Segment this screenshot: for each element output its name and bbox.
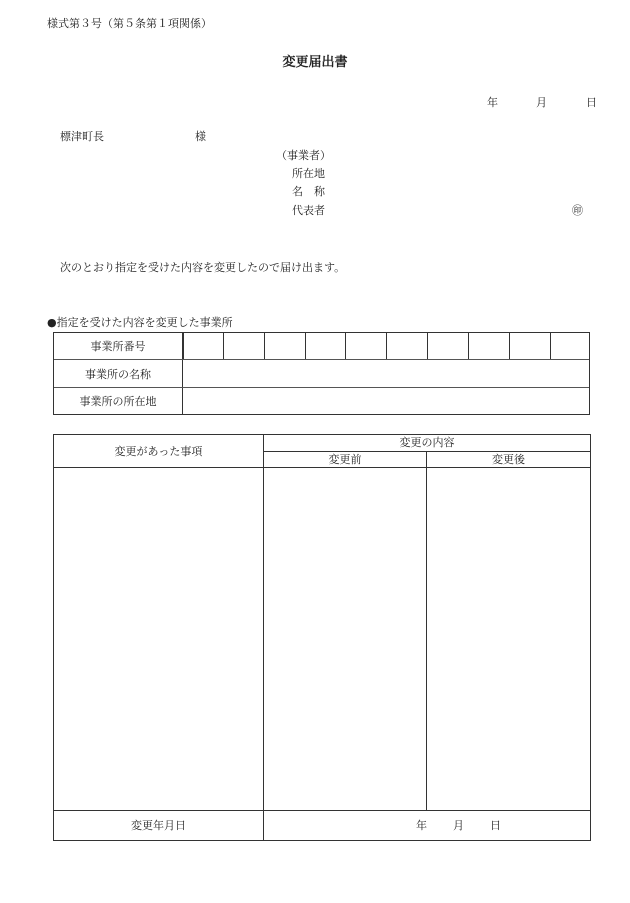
office-name-field[interactable] bbox=[183, 360, 589, 387]
addressee: 標津町長 bbox=[60, 130, 104, 143]
digit-cell[interactable] bbox=[223, 333, 264, 359]
item-field[interactable] bbox=[54, 468, 263, 810]
digit-cell[interactable] bbox=[345, 333, 386, 359]
filer-representative-label: 代表者 bbox=[292, 204, 325, 217]
filer-label: （事業者） bbox=[276, 149, 331, 162]
office-table bbox=[53, 332, 590, 415]
after-header: 変更後 bbox=[492, 453, 525, 466]
seal-mark: ㊞ bbox=[572, 204, 583, 217]
change-table bbox=[53, 434, 591, 841]
date-month-label: 月 bbox=[536, 96, 547, 109]
change-date-day: 日 bbox=[490, 819, 501, 832]
digit-cell[interactable] bbox=[386, 333, 427, 359]
office-address-row bbox=[54, 388, 589, 414]
document-title: 変更届出書 bbox=[282, 55, 348, 70]
form-number: 様式第３号（第５条第１項関係） bbox=[47, 17, 212, 30]
digit-cell[interactable] bbox=[264, 333, 305, 359]
digit-cell[interactable] bbox=[550, 333, 589, 359]
date-day-label: 日 bbox=[586, 96, 597, 109]
change-date-month: 月 bbox=[453, 819, 464, 832]
office-address-field[interactable] bbox=[183, 388, 589, 414]
digit-cell[interactable] bbox=[305, 333, 346, 359]
digit-cell[interactable] bbox=[183, 333, 224, 359]
row-divider bbox=[54, 810, 590, 811]
filer-name-label: 名 称 bbox=[292, 185, 325, 198]
before-field[interactable] bbox=[264, 468, 426, 810]
digit-cell[interactable] bbox=[468, 333, 509, 359]
filer-address-label: 所在地 bbox=[292, 167, 325, 180]
office-number-row bbox=[54, 333, 589, 360]
office-number-field[interactable] bbox=[183, 333, 589, 359]
content-header: 変更の内容 bbox=[399, 436, 455, 449]
row-divider bbox=[264, 451, 590, 452]
item-header: 変更があった事項 bbox=[114, 445, 203, 458]
digit-cell[interactable] bbox=[509, 333, 550, 359]
office-name-label: 事業所の名称 bbox=[54, 360, 183, 387]
office-number-label: 事業所番号 bbox=[54, 333, 183, 359]
date-year-label: 年 bbox=[487, 96, 498, 109]
section-heading: ●指定を受けた内容を変更した事業所 bbox=[47, 316, 233, 329]
office-address-label: 事業所の所在地 bbox=[54, 388, 183, 414]
after-field[interactable] bbox=[427, 468, 590, 810]
digit-cell[interactable] bbox=[427, 333, 468, 359]
honorific: 様 bbox=[195, 130, 206, 143]
office-name-row bbox=[54, 360, 589, 388]
statement-text: 次のとおり指定を受けた内容を変更したので届け出ます。 bbox=[60, 261, 346, 274]
change-date-label: 変更年月日 bbox=[131, 819, 186, 832]
before-header: 変更前 bbox=[328, 453, 362, 466]
change-date-year: 年 bbox=[416, 819, 427, 832]
